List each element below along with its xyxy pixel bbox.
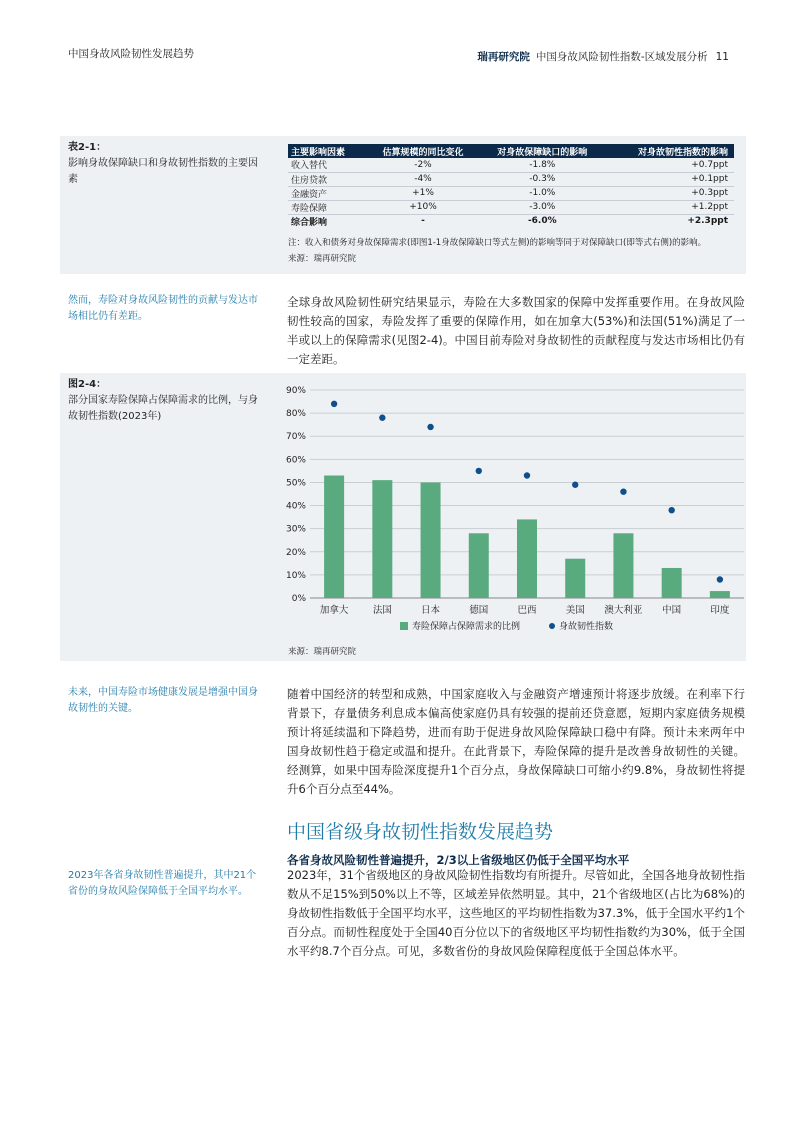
table-row: [288, 158, 734, 172]
table-total-row: [288, 214, 734, 228]
table-cell: -4%: [366, 172, 479, 186]
data-point: [717, 576, 723, 582]
table-caption: 影响身故保障缺口和身故韧性指数的主要因素: [68, 158, 258, 185]
chart-panel: [60, 373, 746, 661]
section-subtitle: 各省身故风险韧性普遍提升，2/3以上省级地区仍低于全国平均水平: [287, 853, 630, 867]
table-cell: -2%: [366, 158, 479, 172]
y-tick-label: 0%: [291, 594, 306, 604]
table-cell: -0.3%: [480, 172, 605, 186]
legend-label: 身故韧性指数: [559, 622, 614, 632]
table-cell: +0.1ppt: [605, 172, 734, 186]
y-tick-label: 10%: [285, 570, 306, 581]
table-panel: [60, 136, 746, 274]
x-tick-label: 法国: [372, 605, 392, 616]
bar: [517, 519, 537, 598]
legend-swatch-bar: [400, 622, 408, 630]
table-header-row: [288, 144, 734, 158]
data-point: [331, 401, 337, 407]
x-tick-label: 澳大利亚: [604, 605, 643, 616]
table-header-cell: 对身故韧性指数的影响: [605, 144, 734, 158]
chart-source: 来源：瑞再研究院: [288, 647, 357, 657]
data-point: [620, 488, 626, 494]
table-header-cell: 对身故保障缺口的影响: [480, 144, 605, 158]
y-tick-label: 60%: [285, 455, 306, 466]
y-tick-label: 40%: [285, 501, 306, 512]
data-point: [476, 468, 482, 474]
table-caption-block: [68, 140, 258, 188]
sidenote-1: 然而，寿险对身故风险韧性的贡献与发达市场相比仍有差距。: [68, 295, 258, 322]
x-tick-label: 中国: [662, 605, 682, 616]
bar: [421, 482, 441, 598]
table-cell: -3.0%: [480, 200, 605, 214]
table-header-cell: 估算规模的同比变化: [366, 144, 479, 158]
figure-caption: 部分国家寿险保障占保障需求的比例，与身故韧性指数(2023年): [68, 395, 258, 422]
bar: [469, 533, 489, 598]
table-row: [288, 186, 734, 200]
y-tick-label: 50%: [285, 478, 306, 489]
table-cell: +1.2ppt: [605, 200, 734, 214]
sidenote-3: 2023年各省身故韧性普遍提升，其中21个省份的身故风险保障低于全国平均水平。: [68, 870, 257, 897]
table-cell: 收入替代: [288, 158, 366, 172]
table-row: [288, 200, 734, 214]
bar: [324, 476, 344, 598]
table-cell: +0.7ppt: [605, 158, 734, 172]
table-label: 表2-1：: [68, 142, 107, 153]
data-point: [427, 424, 433, 430]
paragraph-3: 2023年，31个省级地区的身故风险韧性指数均有所提升。尽管如此，全国各地身故韧性指数从不足15%到50%以上不等，区域差异依然明显。其中，21个省级地区(占比为68%)的身故韧性指数低于全国平均水平，这些地区的平均韧性指数为37.3%，低于全国水平约1个百分点。而韧性程度处于全国40百分位以下的省级地区平均韧性指数约为30%，低于全国水平约8.7个百分点。可见，多数省份的身故风险保障程度低于全国总体水平。: [287, 868, 745, 958]
bar: [662, 568, 682, 598]
x-tick-label: 加拿大: [319, 605, 349, 616]
sidenote-2: 未来，中国寿险市场健康发展是增强中国身故韧性的关键。: [68, 687, 258, 714]
table-note: 注：收入和债务对身故保障需求(即图1-1身故保障缺口等式左侧)的影响等同于对保障缺口(即等式右侧)的影响。: [288, 238, 707, 248]
legend-label: 寿险保障占保障需求的比例: [412, 622, 521, 632]
legend-swatch-dot: [549, 623, 555, 629]
x-tick-label: 德国: [469, 605, 489, 616]
table-header-cell: 主要影响因素: [288, 144, 366, 158]
bar: [710, 591, 730, 598]
y-tick-label: 30%: [285, 524, 306, 535]
table-cell: 寿险保障: [288, 200, 366, 214]
data-point: [379, 415, 385, 421]
table-cell: +0.3ppt: [605, 186, 734, 200]
paragraph-2: 随着中国经济的转型和成熟，中国家庭收入与金融资产增速预计将逐步放缓。在利率下行背景下，存量债务利息成本偏高使家庭仍具有较强的提前还贷意愿，短期内家庭债务规模预计将延续温和下降趋势，进而有助于促进身故风险保障缺口稳中有降。预计未来两年中国身故韧性趋于稳定或温和提升。在此背景下，寿险保障的提升是改善身故韧性的关键。经测算，如果中国寿险深度提升1个百分点，身故保障缺口可缩小约9.8%，身故韧性将提升6个百分点至44%。: [287, 687, 745, 796]
x-tick-label: 美国: [565, 605, 585, 616]
paragraph-1: 全球身故风险韧性研究结果显示，寿险在大多数国家的保障中发挥重要作用。在身故风险韧性较高的国家，寿险发挥了重要的保障作用，如在加拿大(53%)和法国(51%)满足了一半或以上的保障需求(见图2-4)。中国目前寿险对身故韧性的贡献程度与发达市场相比仍有一定差距。: [287, 295, 745, 366]
x-tick-label: 日本: [421, 605, 441, 616]
bar: [613, 533, 633, 598]
y-tick-label: 20%: [285, 547, 306, 558]
table-cell: +1%: [366, 186, 479, 200]
table-cell: +2.3ppt: [687, 216, 728, 227]
y-tick-label: 80%: [285, 409, 306, 420]
table-cell: 金融资产: [288, 186, 366, 200]
factors-table: [288, 144, 734, 228]
brand-name: 瑞再研究院: [477, 51, 530, 63]
header-section-title: 中国身故风险韧性指数-区域发展分析: [535, 51, 708, 63]
data-point: [524, 472, 530, 478]
table-cell: -1.8%: [480, 158, 605, 172]
table-cell: 住房贷款: [288, 172, 366, 186]
x-tick-label: 印度: [710, 605, 730, 616]
data-point: [668, 507, 674, 513]
table-source: 来源：瑞再研究院: [288, 254, 357, 264]
x-tick-label: 巴西: [517, 605, 537, 616]
table-cell: -1.0%: [480, 186, 605, 200]
running-header-left: 中国身故风险韧性发展趋势: [68, 48, 194, 60]
table-cell: +10%: [366, 200, 479, 214]
table-cell: -: [421, 216, 425, 227]
table-cell: -6.0%: [527, 216, 557, 227]
y-tick-label: 90%: [285, 386, 306, 396]
table-row: [288, 172, 734, 186]
y-tick-label: 70%: [285, 432, 306, 443]
figure-label: 图2-4：: [68, 379, 107, 390]
page-number: 11: [715, 51, 729, 63]
running-header-right: [477, 49, 729, 64]
section-title: 中国省级身故韧性指数发展趋势: [287, 821, 554, 843]
bar-dot-chart: [60, 373, 746, 661]
data-point: [572, 482, 578, 488]
table-cell: 综合影响: [291, 217, 328, 228]
bar: [372, 480, 392, 598]
bar: [565, 559, 585, 598]
